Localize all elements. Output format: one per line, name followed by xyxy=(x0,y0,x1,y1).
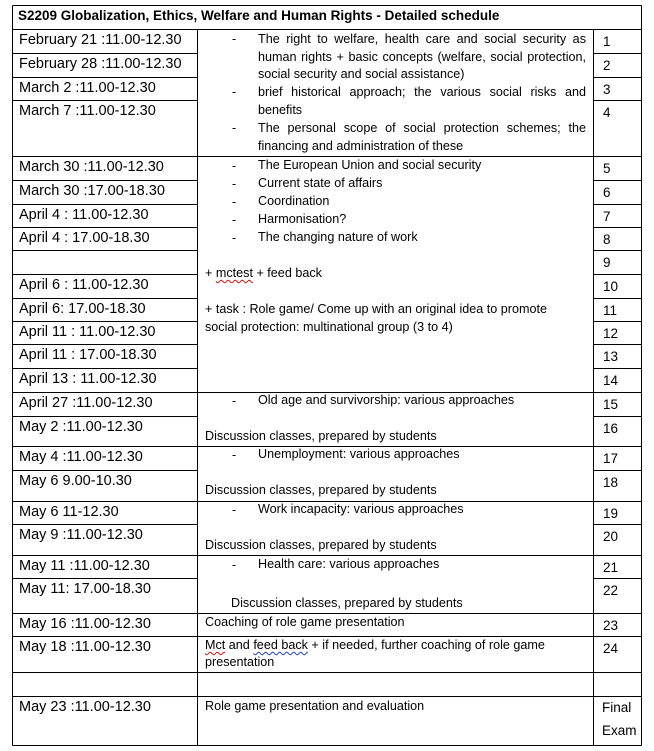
mctest-note: + mctest + feed back xyxy=(205,266,322,280)
schedule-title: S2209 Globalization, Ethics, Welfare and Human Rights - Detailed schedule xyxy=(18,8,500,23)
session-number: 23 xyxy=(603,617,619,633)
list-dash: - xyxy=(232,121,237,135)
description-bullet: The personal scope of social protection schemes; the financing and administration of these xyxy=(258,121,586,153)
date-cell: May 11 :11.00-12.30 xyxy=(19,557,150,574)
session-number: 17 xyxy=(603,450,619,466)
date-cell: April 4 : 17.00-18.30 xyxy=(19,229,150,246)
description-bullet: The changing nature of work xyxy=(258,230,418,244)
topic-text: Unemployment: various approaches xyxy=(258,447,460,461)
list-dash: - xyxy=(232,195,237,209)
list-dash: - xyxy=(232,231,237,245)
session-number: 6 xyxy=(603,184,611,200)
description-bullet: Coordination xyxy=(258,194,330,208)
mctest-word: mctest xyxy=(215,266,253,280)
list-dash: - xyxy=(232,159,237,173)
session-number: 13 xyxy=(603,348,619,364)
date-cell: May 6 11-12.30 xyxy=(19,503,119,520)
discussion-text: Discussion classes, prepared by students xyxy=(205,483,437,497)
date-cell: April 11 : 11.00-12.30 xyxy=(19,323,156,340)
may18-text-line-1: Mct and feed back + if needed, further coaching of role game xyxy=(205,638,545,652)
list-dash: - xyxy=(232,558,237,572)
session-number: 5 xyxy=(603,160,611,176)
task-note-line-1: + task : Role game/ Come up with an original idea to promote xyxy=(205,302,547,316)
date-cell: May 23 :11.00-12.30 xyxy=(19,698,151,715)
session-number: 3 xyxy=(603,81,611,97)
description-bullet: brief historical approach; the various social risks and benefits xyxy=(258,85,586,117)
date-cell: March 2 :11.00-12.30 xyxy=(19,79,156,96)
date-cell: April 11 : 17.00-18.30 xyxy=(19,346,157,363)
date-cell: February 28 :11.00-12.30 xyxy=(19,55,182,72)
session-number: 22 xyxy=(603,582,619,598)
session-number: 7 xyxy=(603,208,611,224)
date-cell: March 7 :11.00-12.30 xyxy=(19,102,156,119)
session-number: 2 xyxy=(603,57,611,73)
date-cell: May 18 :11.00-12.30 xyxy=(19,638,151,655)
topic-text: Work incapacity: various approaches xyxy=(258,502,464,516)
date-cell: March 30 :17.00-18.30 xyxy=(19,182,165,199)
session-number: 8 xyxy=(603,231,611,247)
description-bullet: The right to welfare, health care and social security as human rights + basic concepts (welfare, social protection, social security and social assistance) xyxy=(258,32,586,81)
session-number: 14 xyxy=(603,372,619,388)
description-bullet: The European Union and social security xyxy=(258,158,482,172)
coaching-text: Coaching of role game presentation xyxy=(205,615,405,629)
list-dash: - xyxy=(232,213,237,227)
date-cell: April 6: 17.00-18.30 xyxy=(19,300,146,317)
session-number: 4 xyxy=(603,104,611,120)
date-cell: May 2 :11.00-12.30 xyxy=(19,418,143,435)
final-exam-label-1: Final xyxy=(602,700,632,715)
may18-text-line-2: presentation xyxy=(205,655,275,669)
session-number: 10 xyxy=(603,278,619,294)
date-cell: April 13 : 11.00-12.30 xyxy=(19,370,157,387)
session-number: 20 xyxy=(603,528,619,544)
topic-text: Old age and survivorship: various approaches xyxy=(258,393,515,407)
description-bullet: Current state of affairs xyxy=(258,176,383,190)
session-number: 12 xyxy=(603,325,619,341)
date-cell: May 9 :11.00-12.30 xyxy=(19,526,143,543)
session-number: 15 xyxy=(603,396,619,412)
date-cell: May 16 :11.00-12.30 xyxy=(19,615,151,632)
session-number: 16 xyxy=(603,420,619,436)
session-number: 1 xyxy=(603,33,611,49)
session-number: 11 xyxy=(603,302,618,318)
topic-text: Health care: various approaches xyxy=(258,557,440,571)
final-exam-label-2: Exam xyxy=(602,723,637,738)
list-dash: - xyxy=(232,448,237,462)
list-dash: - xyxy=(232,503,237,517)
session-number: 24 xyxy=(603,640,619,656)
date-cell: March 30 :11.00-12.30 xyxy=(19,158,164,175)
list-dash: - xyxy=(232,394,237,408)
session-number: 19 xyxy=(603,505,619,521)
date-cell: April 4 : 11.00-12.30 xyxy=(19,206,149,223)
date-cell: May 6 9.00-10.30 xyxy=(19,472,132,489)
task-note-line-2: social protection: multinational group (3 to 4) xyxy=(205,320,453,334)
role-game-text: Role game presentation and evaluation xyxy=(205,699,425,713)
discussion-text: Discussion classes, prepared by students xyxy=(205,429,437,443)
discussion-text: Discussion classes, prepared by students xyxy=(205,538,437,552)
date-cell: April 27 :11.00-12.30 xyxy=(19,394,153,411)
list-dash: - xyxy=(232,85,237,99)
date-cell: February 21 :11.00-12.30 xyxy=(19,31,182,48)
description-bullet: Harmonisation? xyxy=(258,212,347,226)
session-number: 21 xyxy=(603,559,619,575)
list-dash: - xyxy=(232,177,237,191)
session-number: 9 xyxy=(603,254,611,270)
discussion-text: Discussion classes, prepared by students xyxy=(231,596,463,610)
date-cell: May 4 :11.00-12.30 xyxy=(19,448,143,465)
date-cell: April 6 : 11.00-12.30 xyxy=(19,276,149,293)
date-cell: May 11: 17.00-18.30 xyxy=(19,580,151,597)
session-number: 18 xyxy=(603,474,619,490)
list-dash: - xyxy=(232,32,237,46)
